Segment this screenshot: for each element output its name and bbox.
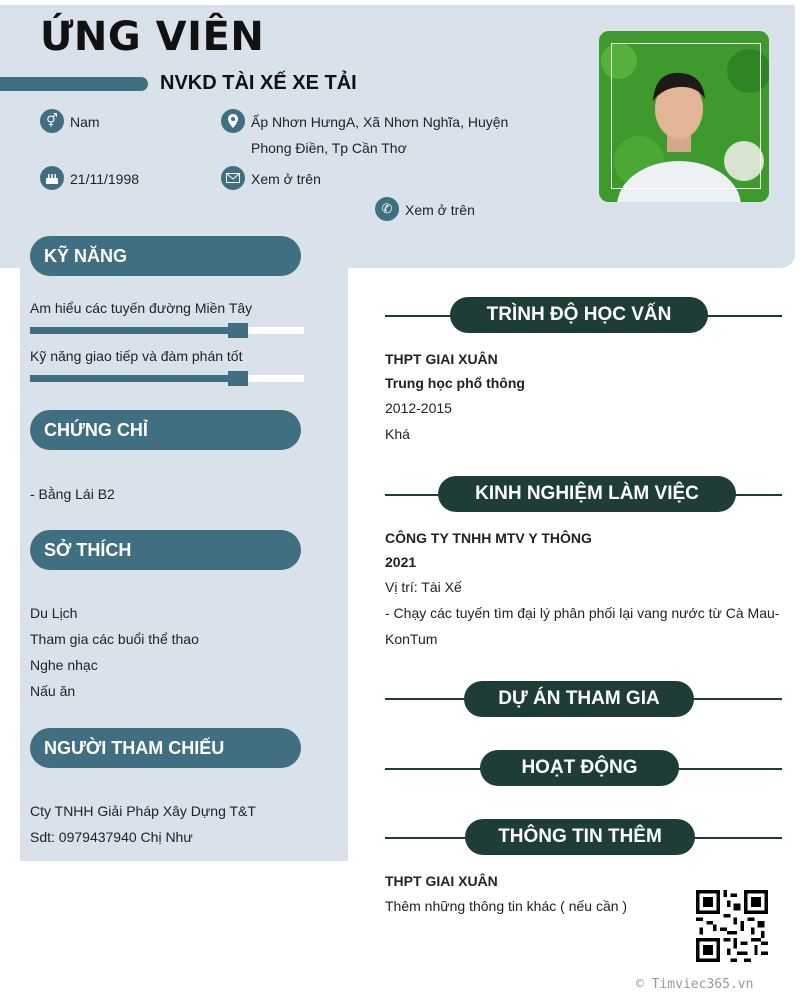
skill-name: Kỹ năng giao tiếp và đàm phán tốt [30, 348, 243, 364]
qr-code-icon [696, 890, 768, 962]
experience-description-line-1: - Chạy các tuyến tìm đại lý phân phối lại vang nước từ Cà Mau- [385, 605, 780, 621]
experience-description-line-2: KonTum [385, 631, 438, 647]
birthday-value: 21/11/1998 [70, 171, 140, 187]
title-accent-bar [0, 77, 148, 91]
references-heading: NGƯỜI THAM CHIẾU [30, 728, 301, 768]
education-school: THPT GIAI XUÂN [385, 351, 498, 367]
skill-bar-marker [228, 371, 248, 386]
experience-heading: KINH NGHIỆM LÀM VIỆC [438, 476, 736, 512]
certificate-item: - Bằng Lái B2 [30, 486, 115, 502]
more-info-heading: THÔNG TIN THÊM [465, 819, 695, 855]
more-info-text: Thêm những thông tin khác ( nếu cần ) [385, 898, 628, 914]
skill-bar-marker [228, 323, 248, 338]
location-icon [221, 109, 245, 133]
education-years: 2012-2015 [385, 400, 452, 416]
activities-heading: HOẠT ĐỘNG [480, 750, 679, 786]
experience-position: Vị trí: Tài Xế [385, 579, 462, 595]
education-heading: TRÌNH ĐỘ HỌC VẤN [450, 297, 708, 333]
hobby-item: Nghe nhạc [30, 657, 98, 673]
experience-company: CÔNG TY TNHH MTV Y THÔNG [385, 530, 592, 546]
skill-name: Am hiểu các tuyến đường Miền Tây [30, 300, 253, 316]
address-info [221, 109, 508, 161]
hobby-item: Nấu ăn [30, 683, 76, 699]
more-info-title: THPT GIAI XUÂN [385, 873, 498, 889]
profile-photo [599, 31, 769, 202]
skill-bar [30, 327, 304, 334]
phone-info [375, 197, 475, 223]
skill-bar-fill [30, 327, 238, 334]
projects-heading: DỰ ÁN THAM GIA [464, 681, 694, 717]
address-line-2: Phong Điền, Tp Cần Thơ [251, 140, 407, 156]
hobby-item: Du Lịch [30, 605, 78, 621]
gender-value: Nam [70, 114, 100, 130]
education-level: Trung học phổ thông [385, 375, 525, 391]
address-line-1: Ấp Nhơn HưngA, Xã Nhơn Nghĩa, Huyện [251, 114, 509, 130]
job-title: NVKD TÀI XẾ XE TẢI [160, 72, 357, 94]
phone-value: Xem ở trên [405, 202, 475, 218]
reference-item: Cty TNHH Giải Pháp Xây Dựng T&T [30, 803, 256, 819]
hobbies-heading: SỞ THÍCH [30, 530, 301, 570]
experience-year: 2021 [385, 554, 417, 570]
gender-icon: ⚥ [40, 109, 64, 133]
birthday-cake-icon [40, 166, 64, 190]
skill-bar-fill [30, 375, 238, 382]
education-grade: Khá [385, 426, 410, 442]
hobby-item: Tham gia các buổi thể thao [30, 631, 199, 647]
birthday-info [40, 166, 139, 192]
photo-frame [611, 43, 761, 189]
email-value: Xem ở trên [251, 171, 321, 187]
skill-bar [30, 375, 304, 382]
certificates-heading: CHỨNG CHỈ [30, 410, 301, 450]
skills-heading: KỸ NĂNG [30, 236, 301, 276]
address-value [251, 109, 508, 161]
watermark: © Timviec365.vn [636, 977, 754, 992]
reference-item: Sdt: 0979437940 Chị Như [30, 829, 193, 845]
gender-info [40, 109, 100, 135]
phone-icon: ✆ [375, 197, 399, 221]
email-icon [221, 166, 245, 190]
email-info [221, 166, 321, 192]
candidate-name: ỨNG VIÊN [40, 14, 265, 60]
